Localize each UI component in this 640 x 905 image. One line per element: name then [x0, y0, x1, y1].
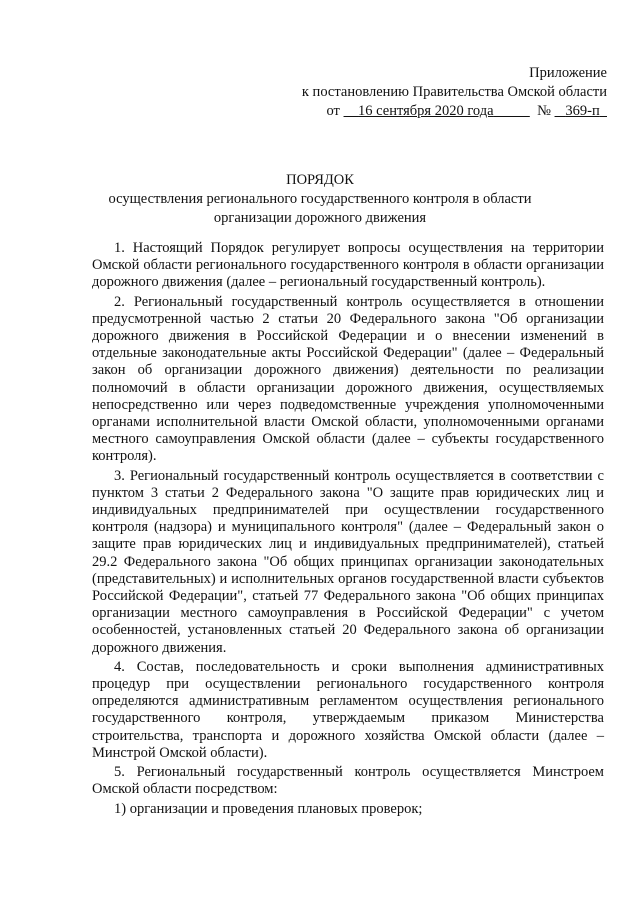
- appendix-date-number: [302, 102, 607, 121]
- paragraph-3: 3. Региональный государственный контроль осуществляется в соответствии с пунктом 3 статьи 2 Федерального закона "О защите прав юридических лиц и индивидуальных предпринимателей при осуществлении государственного контроля (надзора) и муниципального контроля" (далее – Федеральный закон о защите прав юридических лиц и индивидуальных предпринимателей), статьей 29.2 Федерального закона "Об общих принципах организации законодательных (представительных) и исполнительных органов государственной власти субъектов Российской Федерации", статьей 77 Федерального закона "Об общих принципах организации местного самоуправления в Российской Федерации" с учетом особенностей, установленных статьей 20 Федерального закона об организации дорожного движения.: [92, 467, 604, 656]
- paragraph-5: 5. Региональный государственный контроль осуществляется Минстроем Омской области посредством:: [92, 764, 604, 798]
- appendix-label: Приложение: [529, 65, 607, 81]
- title-heading: ПОРЯДОК: [286, 172, 354, 188]
- date-prefix: от: [326, 103, 340, 119]
- document-title: [0, 171, 640, 228]
- number-prefix: №: [537, 103, 551, 119]
- list-item: 1) организации и проведения плановых проверок;: [114, 800, 423, 817]
- title-line-2: организации дорожного движения: [213, 210, 427, 226]
- resolution-number: 369-п: [565, 103, 600, 119]
- paragraph-4: 4. Состав, последовательность и сроки выполнения административных процедур при осуществлении регионального государственного контроля определяются административным регламентом осуществления регионального государственного контроля, утверждаемым приказом Министерства строительства, транспорта и дорожного хозяйства Омской области (далее – Минстрой Омской области).: [92, 658, 604, 761]
- title-line-1: осуществления регионального государственного контроля в области: [108, 191, 532, 207]
- appendix-header: [302, 64, 607, 121]
- document-body: [92, 240, 604, 818]
- appendix-resolution-ref: к постановлению Правительства Омской области: [301, 84, 607, 100]
- paragraph-2: 2. Региональный государственный контроль осуществляется в отношении предусмотренной частью 2 статьи 20 Федерального закона "Об организации дорожного движения в Российской Федерации и о внесении изменений в отдельные законодательные акты Российской Федерации" (далее – Федеральный закон об организации дорожного движения) деятельности по реализации полномочий в области организации дорожного движения, осуществляемых непосредственно или через подведомственные учреждения уполномоченными органами исполнительной власти Омской области, уполномоченными органами местного самоуправления Омской области (далее – субъекты государственного контроля).: [92, 293, 604, 465]
- paragraph-1: 1. Настоящий Порядок регулирует вопросы осуществления на территории Омской области регионального государственного контроля в области организации дорожного движения (далее – региональный государственный контроль).: [92, 240, 604, 291]
- resolution-date: 16 сентября 2020 года: [358, 103, 494, 119]
